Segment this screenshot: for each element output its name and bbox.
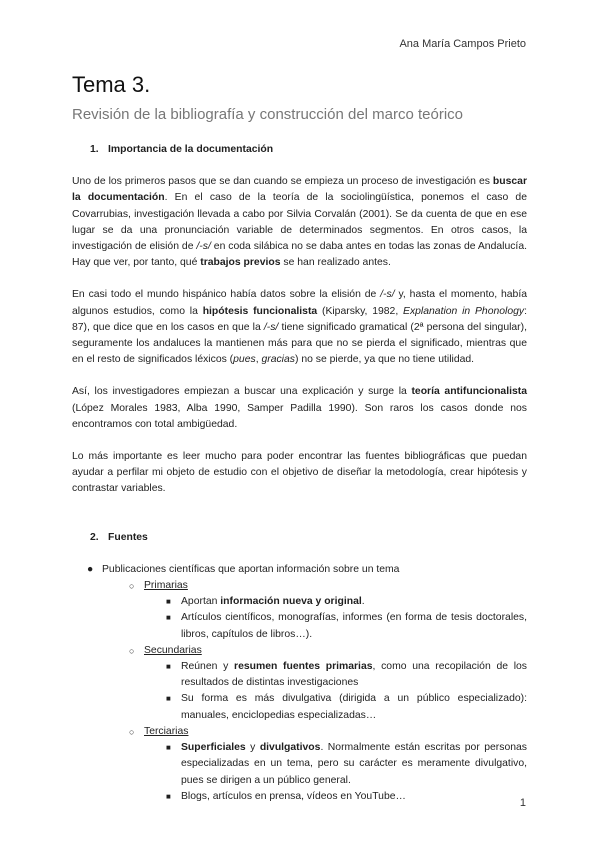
list-item: ■ Su forma es más divulgativa (dirigida a un público especializado): manuales, enciclopedias especializadas…	[166, 693, 527, 721]
list-item: ■ Blogs, artículos en prensa, vídeos en YouTube…	[72, 789, 527, 805]
square-bullet-icon: ■	[166, 597, 171, 607]
square-bullet-icon: ■	[166, 694, 171, 704]
square-bullet-icon: ■	[166, 662, 171, 672]
circle-bullet-icon: ○	[129, 645, 135, 656]
list-item: ● Publicaciones científicas que aportan información sobre un tema	[72, 562, 527, 578]
document-body	[72, 142, 527, 805]
bullet-icon: ●	[87, 563, 94, 575]
list-item: ■ Artículos científicos, monografías, informes (en forma de tesis doctorales, libros, capítulos de libros…).	[166, 612, 527, 640]
list-item-primarias: ○ Primarias	[72, 578, 527, 594]
list-item-secundarias: ○ Secundarias	[72, 643, 527, 659]
section-2-heading: 2. Fuentes	[90, 531, 148, 543]
paragraph-1: Uno de los primeros pasos que se dan cuando se empieza un proceso de investigación es buscar la documentación. En el caso de la teoría de la sociolingüística, ponemos el caso de Covarrubias, investigación llevada a cabo por Silvia Corvalán (2001). Se da cuenta de que en ese lugar se da una pronunciación variable de determinados segmentos. En otros casos, la investigación de elisión de /-s/ en coda silábica no se daba antes en todas las zonas de Andalucía. Hay que ver, por tanto, qué trabajos previos se han realizado antes.	[72, 176, 527, 269]
square-bullet-icon: ■	[166, 791, 171, 801]
circle-bullet-icon: ○	[129, 581, 135, 592]
section-1-heading: 1. Importancia de la documentación	[90, 144, 274, 155]
list-item: ■ Aportan información nueva y original.	[72, 594, 527, 610]
list-item-terciarias: ○ Terciarias	[72, 724, 527, 740]
paragraph-4: Lo más importante es leer mucho para poder encontrar las fuentes bibliográficas que puedan ayudar a perfilar mi objeto de estudio con el objetivo de diseñar la metodología, crear hipótesis y contrastar variables.	[72, 451, 527, 495]
paragraph-2: En casi todo el mundo hispánico había datos sobre la elisión de /-s/ y, hasta el momento, había algunos estudios, como la hipótesis funcionalista (Kiparsky, 1982, Explanation in Phonology: 87), que dice que en los casos en que la /-s/ tiene significado gramatical (2ª persona del singular), seguramente los andaluces la mantienen más para que no se pierda el significado, mientras que en el resto de significados léxicos (pues, gracias) no se pierde, ya que no tiene utilidad.	[72, 289, 527, 366]
square-bullet-icon: ■	[166, 613, 171, 623]
list-item: ■ Reúnen y resumen fuentes primarias, como una recopilación de los resultados de distintas investigaciones	[166, 661, 528, 689]
page-subtitle: Revisión de la bibliografía y construcción del marco teórico	[72, 106, 464, 123]
author-header: Ana María Campos Prieto	[399, 38, 526, 50]
page-title: Tema 3.	[72, 72, 151, 97]
page-number: 1	[519, 797, 526, 809]
list-item: ■ Superficiales y divulgativos. Normalmente están escritas por personas especializadas en un tema, pero su carácter es meramente divulgativo, pues se dirigen a un público general.	[166, 742, 527, 786]
circle-bullet-icon: ○	[129, 726, 135, 737]
paragraph-3: Así, los investigadores empiezan a buscar una explicación y surge la teoría antifuncionalista (López Morales 1983, Alba 1990, Samper Padilla 1990). Son raros los casos donde nos encontramos con total ambigüedad.	[72, 386, 527, 430]
square-bullet-icon: ■	[166, 743, 171, 753]
sources-list	[72, 562, 527, 805]
